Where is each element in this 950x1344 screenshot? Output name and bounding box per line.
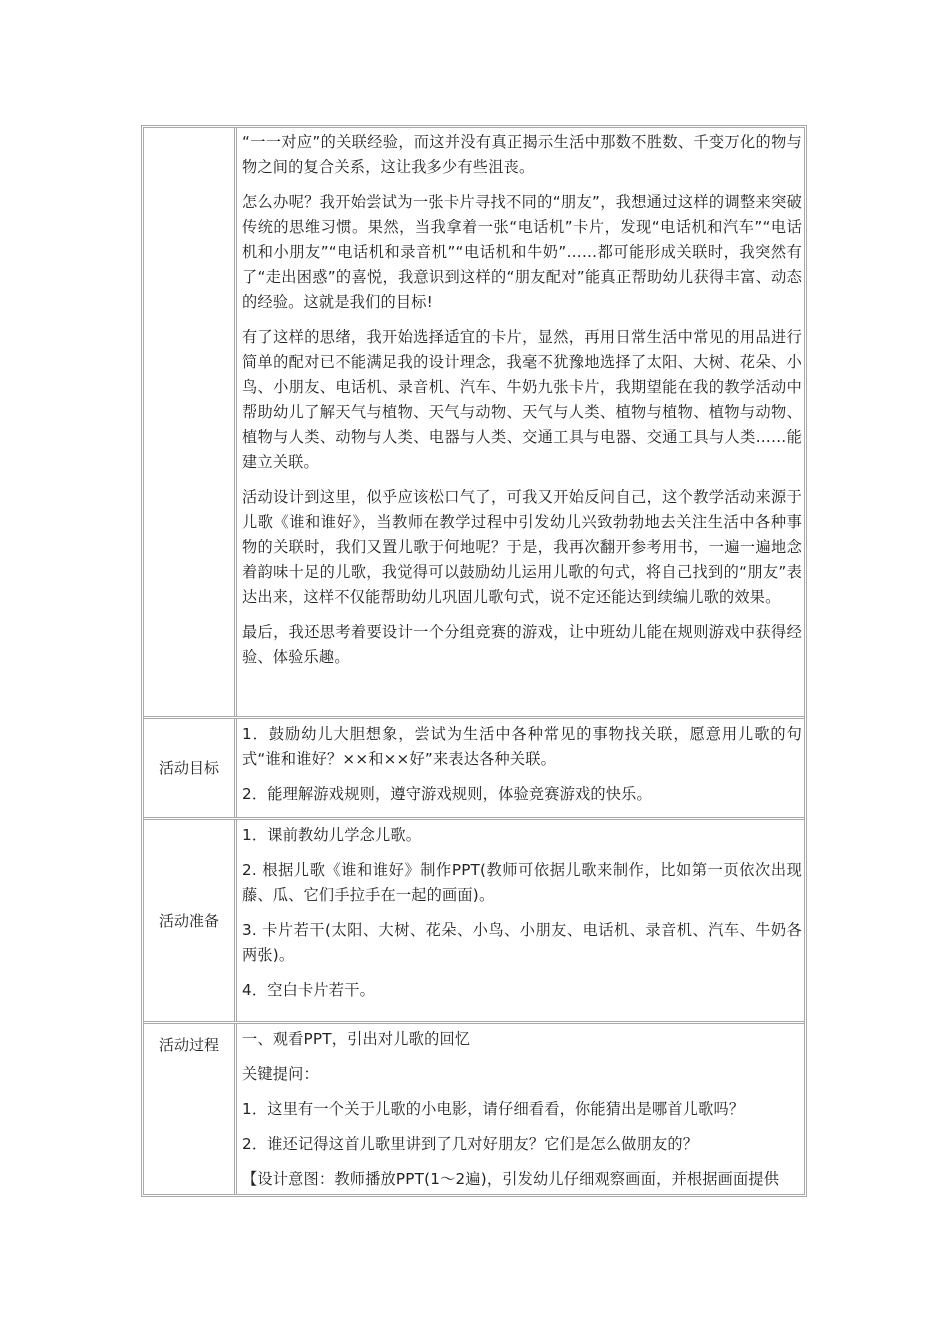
list-item: 2．能理解游戏规则，遵守游戏规则，体验竞赛游戏的快乐。 bbox=[242, 785, 652, 803]
list-item: 2．谁还记得这首儿歌里讲到了几对好朋友？它们是怎么做朋友的？ bbox=[242, 1135, 699, 1153]
paragraph: 活动设计到这里，似乎应该松口气了，可我又开始反问自己，这个教学活动来源于儿歌《谁和谁好》，当教师在教学过程中引发幼儿兴致勃勃地去关注生活中各种事物的关联时，我们又置儿歌于何地呢？于是，我再次翻开参考用书，一遍一遍地念着韵味十足的儿歌，我觉得可以鼓励幼儿运用儿歌的句式，将自己找到的“朋友”表达出来，这样不仅能帮助幼儿巩固儿歌句式，说不定还能达到续编儿歌的效果。 bbox=[242, 488, 802, 606]
table-row-activity-process bbox=[144, 1024, 804, 1194]
paragraph: 最后，我还思考着要设计一个分组竞赛的游戏，让中班幼儿能在规则游戏中获得经验、体验乐趣。 bbox=[242, 623, 802, 666]
paragraph: 有了这样的思绪，我开始选择适宜的卡片，显然，再用日常生活中常见的用品进行简单的配对已不能满足我的设计理念，我毫不犹豫地选择了太阳、大树、花朵、小鸟、小朋友、电话机、录音机、汽车、牛奶九张卡片，我期望能在我的教学活动中帮助幼儿了解天气与植物、天气与动物、天气与人类、植物与植物、植物与动物、植物与人类、动物与人类、电器与人类、交通工具与电器、交通工具与人类……能建立关联。 bbox=[242, 328, 802, 471]
row-content-activity-preparation bbox=[240, 820, 804, 1021]
table-row-design-reflection bbox=[144, 128, 804, 719]
row-label-activity-goals: 活动目标 bbox=[144, 719, 237, 817]
list-item: 2. 根据儿歌《谁和谁好》制作PPT(教师可依据儿歌来制作，比如第一页依次出现藤、瓜、它们手拉手在一起的画面)。 bbox=[242, 861, 802, 904]
row-label-empty bbox=[144, 128, 237, 716]
list-item: 3. 卡片若干(太阳、大树、花朵、小鸟、小朋友、电话机、录音机、汽车、牛奶各两张)。 bbox=[242, 921, 802, 964]
list-item: 1．课前教幼儿学念儿歌。 bbox=[242, 826, 422, 844]
paragraph: 怎么办呢？我开始尝试为一张卡片寻找不同的“朋友”，我想通过这样的调整来突破传统的思维习惯。果然，当我拿着一张“电话机”卡片，发现“电话机和汽车”“电话机和小朋友”“电话机和录音机”“电话机和牛奶”……都可能形成关联时，我突然有了“走出困惑”的喜悦，我意识到这样的“朋友配对”能真正帮助幼儿获得丰富、动态的经验。这就是我们的目标! bbox=[242, 193, 802, 311]
list-item: 关键提问： bbox=[242, 1065, 319, 1083]
list-item: 【设计意图：教师播放PPT(1～2遍)，引发幼儿仔细观察画面，并根据画面提供 bbox=[242, 1170, 780, 1188]
lesson-plan-table bbox=[141, 125, 807, 1197]
list-item: 1．鼓励幼儿大胆想象，尝试为生活中各种常见的事物找关联，愿意用儿歌的句式“谁和谁好？××和××好”来表达各种关联。 bbox=[242, 725, 802, 768]
row-label-activity-preparation: 活动准备 bbox=[144, 820, 237, 1021]
row-content-activity-process bbox=[240, 1024, 804, 1194]
list-item: 一、观看PPT，引出对儿歌的回忆 bbox=[242, 1030, 471, 1048]
row-content-activity-goals bbox=[240, 719, 804, 817]
table-row-activity-goals bbox=[144, 719, 804, 820]
table-row-activity-preparation bbox=[144, 820, 804, 1024]
list-item: 4．空白卡片若干。 bbox=[242, 981, 375, 999]
list-item: 1．这里有一个关于儿歌的小电影，请仔细看看，你能猜出是哪首儿歌吗？ bbox=[242, 1100, 745, 1118]
paragraph: “一一对应”的关联经验，而这并没有真正揭示生活中那数不胜数、千变万化的物与物之间的复合关系，这让我多少有些沮丧。 bbox=[242, 133, 802, 176]
row-label-activity-process: 活动过程 bbox=[144, 1024, 237, 1194]
row-content-design-reflection bbox=[240, 128, 804, 716]
